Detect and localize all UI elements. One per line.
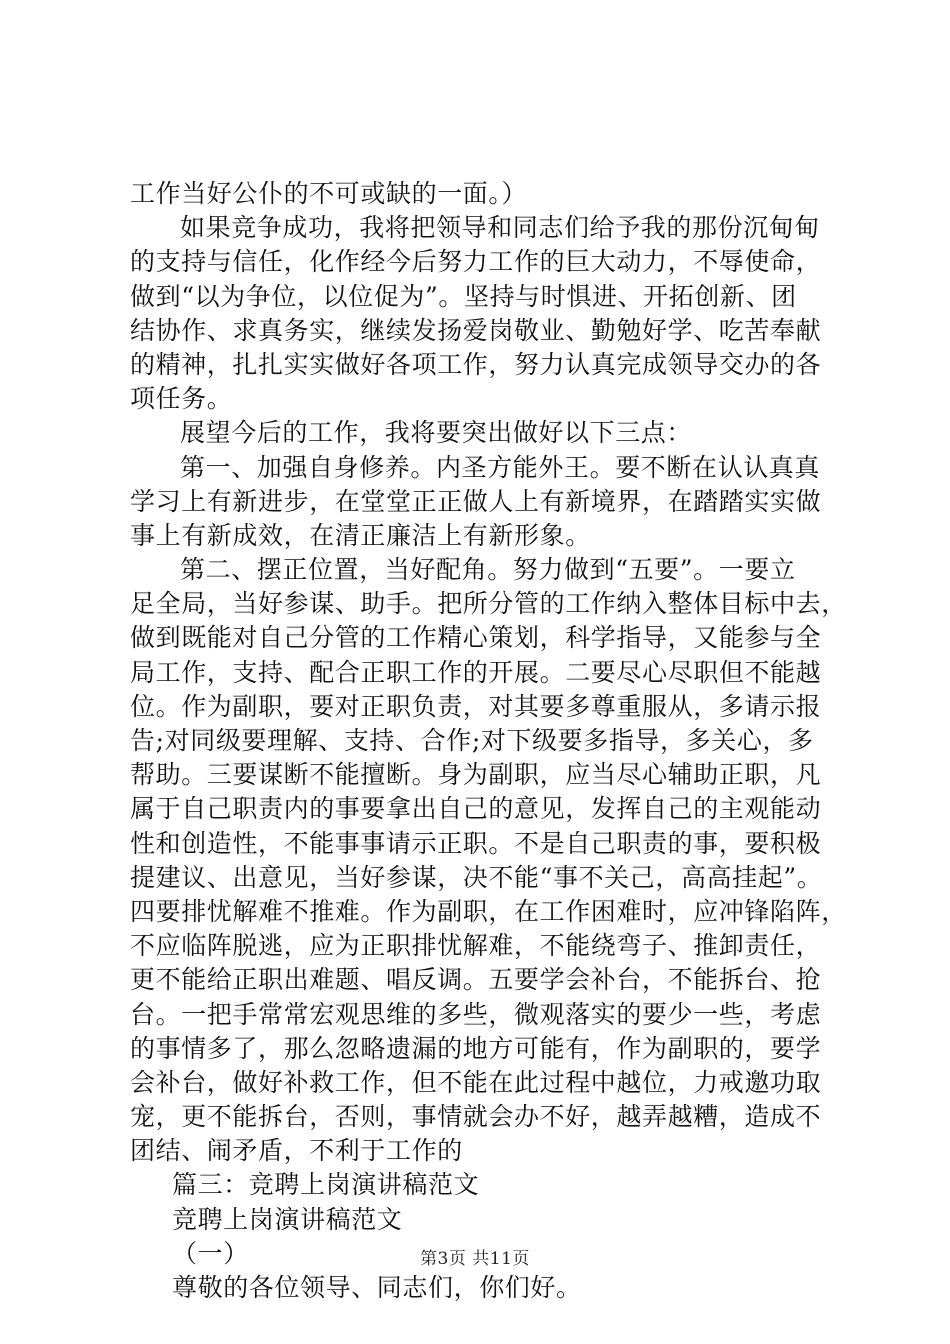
text-line: 台。一把手常常宏观思维的多些，微观落实的要少一些，考虑 — [130, 999, 822, 1029]
text-line: 宠，更不能拆台，否则，事情就会办不好，越弄越糟，造成不 — [130, 1102, 822, 1132]
text-line: 做到“以为争位，以位促为”。坚持与时惧进、开拓创新、团 — [130, 281, 797, 311]
document-body — [130, 177, 847, 1305]
text-line: 工作当好公仆的不可或缺的一面。） — [130, 179, 528, 208]
text-line: 不应临阵脱逃，应为正职排忧解难，不能绕弯子、推卸责任， — [130, 931, 822, 961]
text-line: 事上有新成效，在清正廉洁上有新形象。 — [130, 520, 591, 550]
text-line: 会补台，做好补救工作，但不能在此过程中越位，力戒邀功取 — [130, 1067, 822, 1097]
section-heading: 篇三：竞聘上岗演讲稿范文 — [172, 1170, 480, 1200]
text-line: 性和创造性，不能事事请示正职。不是自己职责的事，要积极 — [130, 828, 822, 858]
text-line: 位。作为副职，要对正职负责，对其要多尊重服从，多请示报 — [130, 691, 822, 721]
text-line: 结协作、求真务实，继续发扬爱岗敬业、勤勉好学、吃苦奉献 — [130, 315, 822, 345]
text-line: 四要排忧解难不推难。作为副职，在工作困难时，应冲锋陷阵， — [130, 896, 847, 926]
text-line: 的事情多了，那么忽略遗漏的地方可能有，作为副职的，要学 — [130, 1033, 822, 1063]
text-line: 做到既能对自己分管的工作精心策划，科学指导，又能参与全 — [130, 623, 822, 653]
text-line: 第一、加强自身修养。内圣方能外王。要不断在认认真真 — [180, 452, 821, 482]
section-number: （一） — [172, 1238, 249, 1268]
text-line: 第二、摆正位置，当好配角。努力做到“五要”。一要立 — [180, 555, 796, 585]
text-line: 的支持与信任，化作经今后努力工作的巨大动力，不辱使命， — [130, 247, 822, 277]
text-line: 告;对同级要理解、支持、合作;对下级要多指导，多关心，多 — [130, 726, 814, 755]
text-line: 项任务。 — [130, 384, 233, 414]
text-line: 局工作，支持、配合正职工作的开展。二要尽心尽职但不能越 — [130, 657, 822, 687]
text-line: 帮助。三要谋断不能擅断。身为副职，应当尽心辅助正职，凡 — [130, 760, 822, 790]
text-line: 展望今后的工作，我将要突出做好以下三点： — [180, 418, 693, 448]
text-line: 学习上有新进步，在堂堂正正做人上有新境界，在踏踏实实做 — [130, 486, 822, 516]
salutation: 尊敬的各位领导、同志们，你们好。 — [172, 1273, 582, 1302]
text-line: 属于自己职责内的事要拿出自己的意见，发挥自己的主观能动 — [130, 794, 822, 824]
text-line: 更不能给正职出难题、唱反调。五要学会补台，不能拆台、抢 — [130, 965, 822, 995]
text-line: 如果竞争成功，我将把领导和同志们给予我的那份沉甸甸 — [180, 213, 821, 243]
document-title: 竞聘上岗演讲稿范文 — [172, 1204, 403, 1234]
page-number-footer: 第3页 共11页 — [420, 1249, 530, 1269]
text-line: 提建议、出意见，当好参谋，决不能“事不关己，高高挂起”。 — [130, 862, 823, 892]
text-line: 的精神，扎扎实实做好各项工作，努力认真完成领导交办的各 — [130, 349, 822, 379]
text-line: 团结、闹矛盾，不利于工作的 — [130, 1136, 463, 1166]
text-line: 足全局，当好参谋、助手。把所分管的工作纳入整体目标中去， — [130, 589, 847, 619]
